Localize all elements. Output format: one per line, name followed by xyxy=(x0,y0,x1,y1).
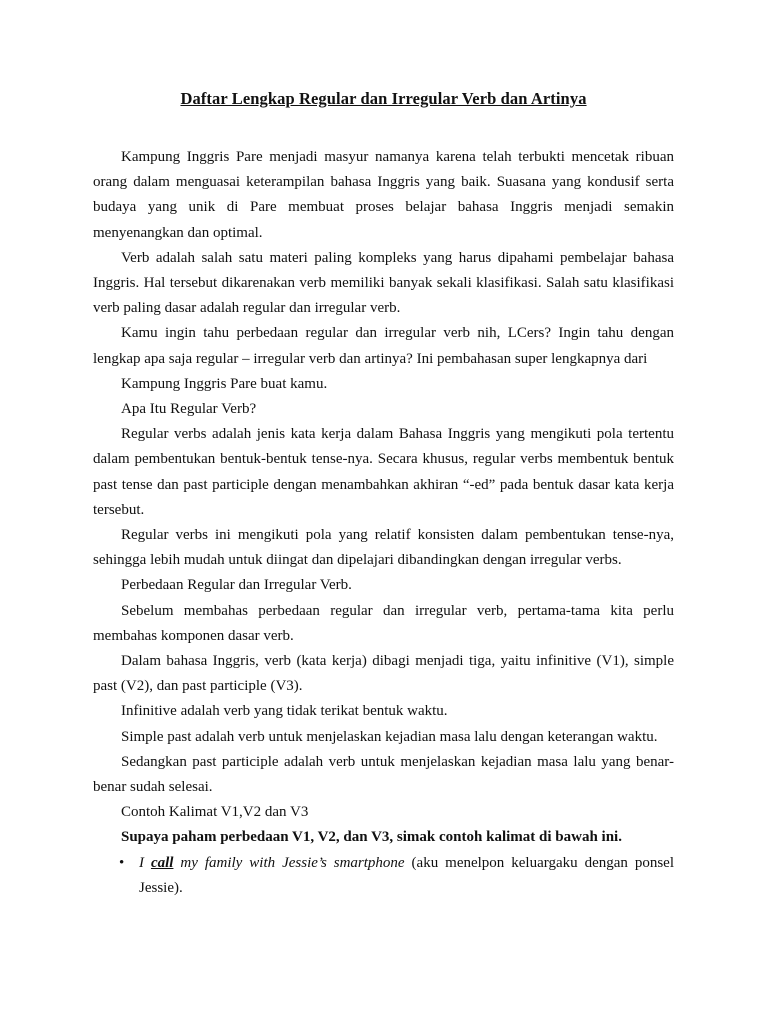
example-translation: (aku menelpon keluargaku dengan ponsel Jessie). xyxy=(139,854,674,896)
document-title: Daftar Lengkap Regular dan Irregular Verb dan Artinya xyxy=(180,89,587,108)
heading-regular-verb: Apa Itu Regular Verb? xyxy=(121,401,257,418)
paragraph-question: Kamu ingin tahu perbedaan regular dan irregular verb nih, LCers? Ingin tahu dengan lengkap apa saja regular – irregular verb dan artinya? Ini pembahasan super lengkapnya dari xyxy=(93,325,674,367)
document-content xyxy=(93,86,674,901)
paragraph-past-participle: Sedangkan past participle adalah verb untuk menjelaskan kejadian masa lalu yang benar-benar sudah selesai. xyxy=(93,753,674,796)
bullet-icon: • xyxy=(119,854,125,871)
paragraph-simple-past: Simple past adalah verb untuk menjelaskan kejadian masa lalu dengan keterangan waktu. xyxy=(121,728,658,745)
paragraph-source: Kampung Inggris Pare buat kamu. xyxy=(121,375,328,392)
paragraph-verb-forms: Dalam bahasa Inggris, verb (kata kerja) dibagi menjadi tiga, yaitu infinitive (V1), simple past (V2), dan past participle (V3). xyxy=(93,653,674,695)
heading-example: Contoh Kalimat V1,V2 dan V3 xyxy=(121,804,309,821)
document-body xyxy=(93,145,674,901)
heading-difference: Perbedaan Regular dan Irregular Verb. xyxy=(121,577,352,594)
paragraph-before-difference: Sebelum membahas perbedaan regular dan irregular verb, pertama-tama kita perlu membahas komponen dasar verb. xyxy=(93,602,674,644)
example-sentence-end: my family with Jessie’s smartphone xyxy=(173,854,405,871)
example-sentence-start: I xyxy=(139,854,151,871)
example-verb: call xyxy=(150,854,174,871)
paragraph-infinitive: Infinitive adalah verb yang tidak terikat bentuk waktu. xyxy=(121,703,448,720)
paragraph-regular-verb-pattern: Regular verbs ini mengikuti pola yang relatif konsisten dalam pembentukan tense-nya, sehingga lebih mudah untuk diingat dan dipelajari dibandingkan dengan irregular verbs. xyxy=(93,527,674,569)
paragraph-verb-definition: Verb adalah salah satu materi paling kompleks yang harus dipahami pembelajar bahasa Inggris. Hal tersebut dikarenakan verb memiliki banyak sekali klasifikasi. Salah satu klasifikasi verb paling dasar adalah regular dan irregular verb. xyxy=(93,249,674,317)
example-item xyxy=(93,851,674,901)
paragraph-regular-verb-definition: Regular verbs adalah jenis kata kerja dalam Bahasa Inggris yang mengikuti pola tertentu dalam pembentukan bentuk-bentuk tense-nya. Secara khusus, regular verbs membentuk bentuk past tense dan past participle dengan menambahkan akhiran “-ed” pada bentuk dasar kata kerja tersebut. xyxy=(93,426,674,518)
example-list xyxy=(93,851,674,901)
paragraph-example-intro: Supaya paham perbedaan V1, V2, dan V3, simak contoh kalimat di bawah ini. xyxy=(121,829,622,846)
paragraph-intro: Kampung Inggris Pare menjadi masyur namanya karena telah terbukti mencetak ribuan orang dalam menguasai keterampilan bahasa Inggris yang baik. Suasana yang kondusif serta budaya yang unik di Pare membuat proses belajar bahasa Inggris menjadi semakin menyenangkan dan optimal. xyxy=(93,149,674,241)
